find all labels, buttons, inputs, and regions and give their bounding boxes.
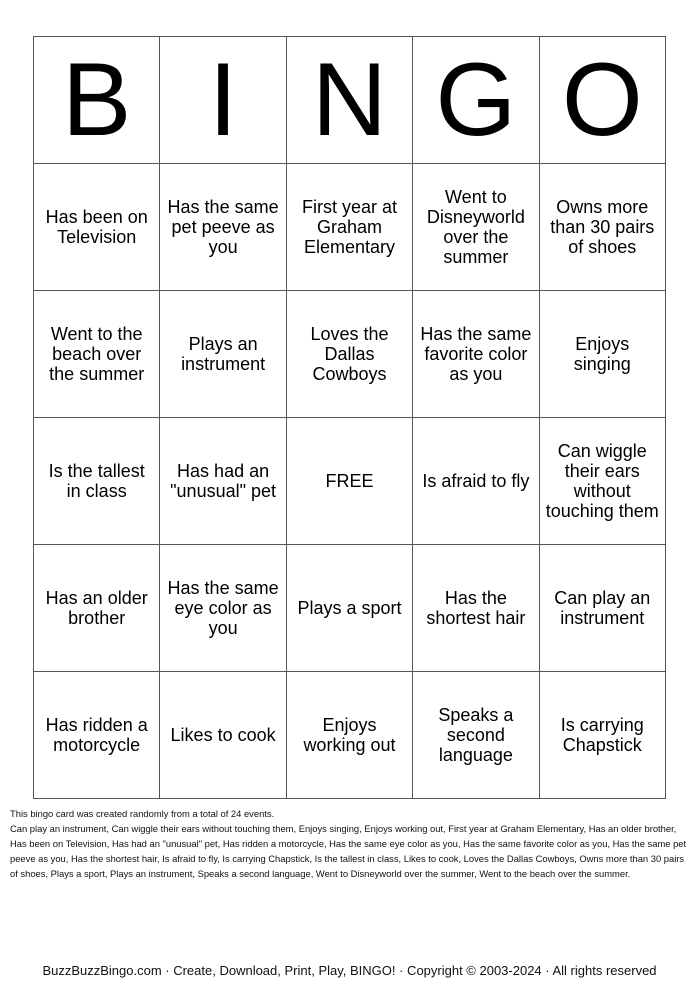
bingo-row xyxy=(34,418,666,545)
header-letter-n: N xyxy=(286,37,412,164)
bingo-cell: Enjoys working out xyxy=(286,672,412,799)
free-space-cell: FREE xyxy=(286,418,412,545)
bingo-cell: Speaks a second language xyxy=(413,672,539,799)
bingo-cell: Is the tallest in class xyxy=(34,418,160,545)
card-notes xyxy=(10,806,692,881)
header-letter-g: G xyxy=(413,37,539,164)
bingo-row xyxy=(34,545,666,672)
bingo-cell: Went to the beach over the summer xyxy=(34,291,160,418)
bingo-cell: Has an older brother xyxy=(34,545,160,672)
bingo-cell: Plays an instrument xyxy=(160,291,286,418)
bingo-row xyxy=(34,164,666,291)
bingo-cell: Has the shortest hair xyxy=(413,545,539,672)
bingo-cell: Has had an "unusual" pet xyxy=(160,418,286,545)
bingo-cell: Can wiggle their ears without touching them xyxy=(539,418,665,545)
bingo-cell: Plays a sport xyxy=(286,545,412,672)
header-letter-i: I xyxy=(160,37,286,164)
bingo-cell: Likes to cook xyxy=(160,672,286,799)
notes-intro: This bingo card was created randomly from a total of 24 events. xyxy=(10,808,275,819)
bingo-header-row xyxy=(34,37,666,164)
bingo-cell: Is afraid to fly xyxy=(413,418,539,545)
bingo-cell: Has ridden a motorcycle xyxy=(34,672,160,799)
footer-copyright: BuzzBuzzBingo.com · Create, Download, Print, Play, BINGO! · Copyright © 2003-2024 · All rights reserved xyxy=(42,963,657,978)
bingo-cell: Enjoys singing xyxy=(539,291,665,418)
bingo-cell: Is carrying Chapstick xyxy=(539,672,665,799)
bingo-cell: First year at Graham Elementary xyxy=(286,164,412,291)
notes-event-list: Can play an instrument, Can wiggle their ears without touching them, Enjoys singing, Enjoys working out, First year at Graham Elementary, Has an older brother, Has been on Television, Has had an "unusual" pet, Has ridden a motorcycle, Has the same eye color as you, Has the same favorite color as you, Has the same pet peeve as you, Has the shortest hair, Is afraid to fly, Is carrying Chapstick, Is the tallest in class, Likes to cook, Loves the Dallas Cowboys, Owns more than 30 pairs of shoes, Plays a sport, Plays an instrument, Speaks a second language, Went to Disneyworld over the summer, Went to the beach over the summer. xyxy=(10,823,687,879)
bingo-cell: Has the same pet peeve as you xyxy=(160,164,286,291)
header-letter-b: B xyxy=(34,37,160,164)
bingo-cell: Has the same eye color as you xyxy=(160,545,286,672)
bingo-cell: Loves the Dallas Cowboys xyxy=(286,291,412,418)
bingo-cell: Can play an instrument xyxy=(539,545,665,672)
header-letter-o: O xyxy=(539,37,665,164)
bingo-cell: Went to Disneyworld over the summer xyxy=(413,164,539,291)
bingo-card xyxy=(33,36,666,799)
bingo-cell: Has the same favorite color as you xyxy=(413,291,539,418)
bingo-cell: Has been on Television xyxy=(34,164,160,291)
bingo-row xyxy=(34,291,666,418)
bingo-row xyxy=(34,672,666,799)
bingo-cell: Owns more than 30 pairs of shoes xyxy=(539,164,665,291)
